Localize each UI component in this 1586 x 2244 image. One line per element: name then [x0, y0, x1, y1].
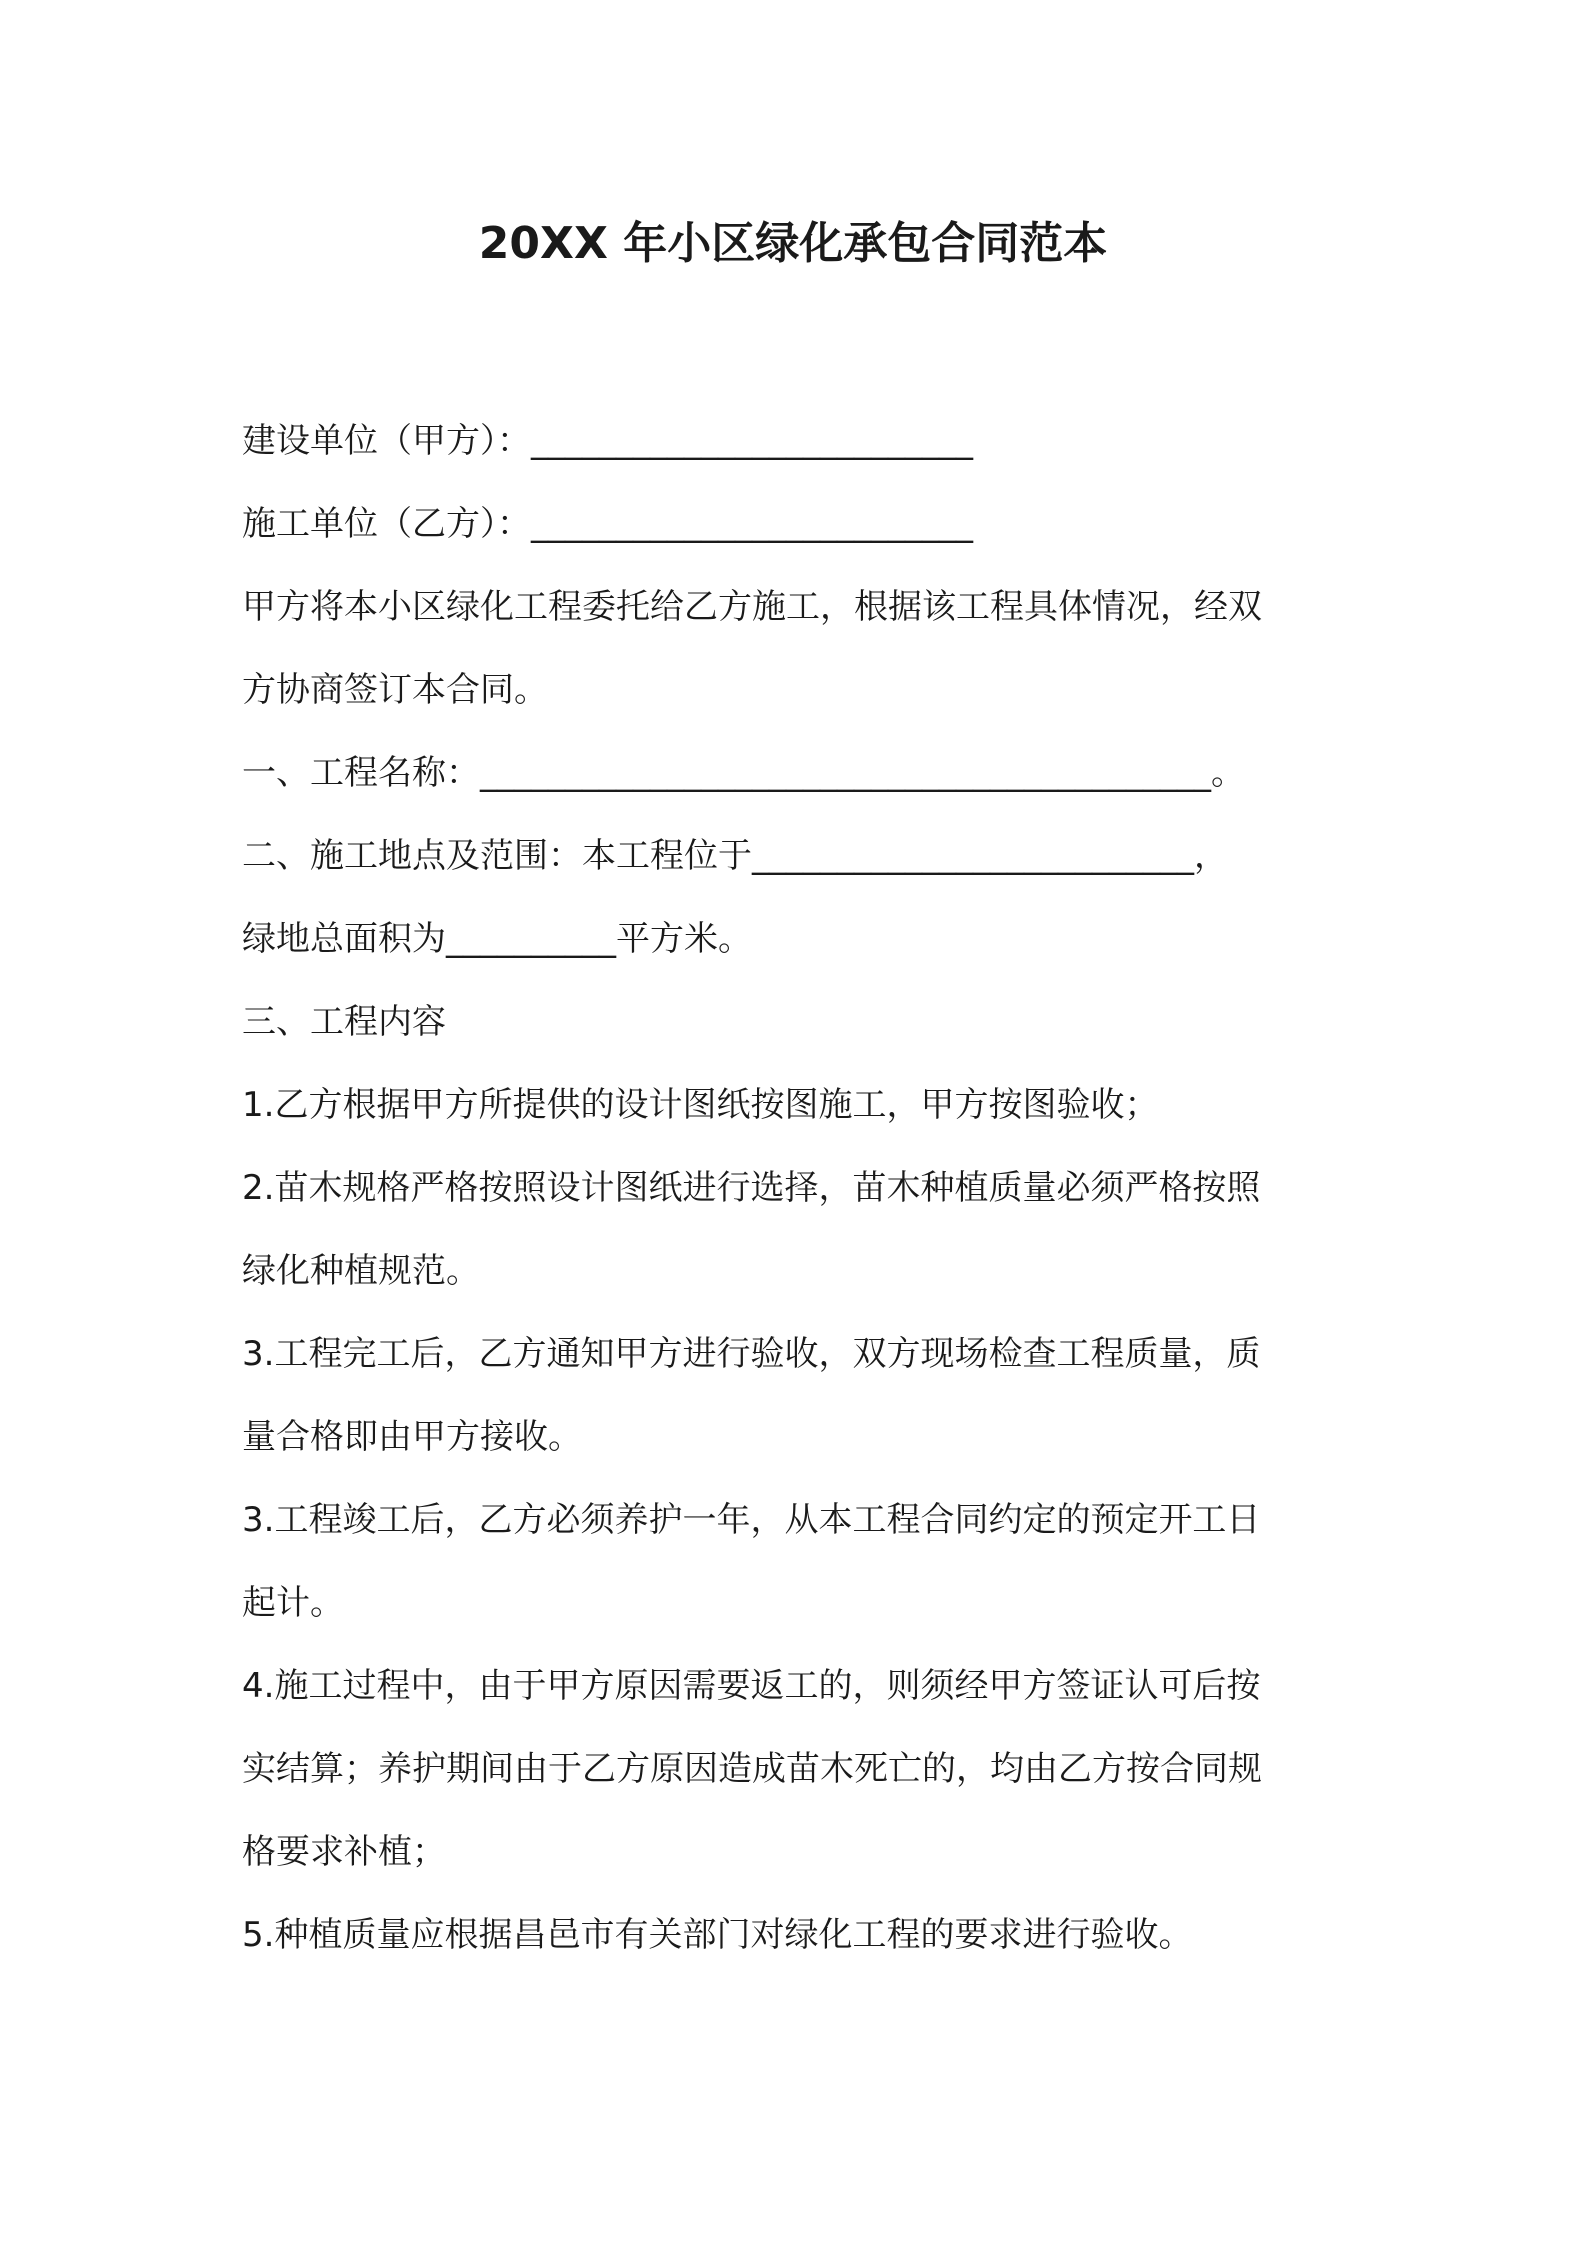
- clause-4-line-3: 格要求补植；: [242, 1832, 446, 1872]
- section-project-name: 一、工程名称：___________________________________________。: [242, 753, 1245, 793]
- clause-3b-line-1: 3.工程竣工后，乙方必须养护一年，从本工程合同约定的预定开工日: [242, 1500, 1261, 1540]
- party-b-line: 施工单位（乙方）：__________________________: [242, 504, 973, 544]
- clause-2-line-1: 2.苗木规格严格按照设计图纸进行选择，苗木种植质量必须严格按照: [242, 1168, 1261, 1208]
- section-content-heading: 三、工程内容: [242, 1002, 446, 1042]
- clause-4-line-1: 4.施工过程中，由于甲方原因需要返工的，则须经甲方签证认可后按: [242, 1666, 1261, 1706]
- clause-3a-line-1: 3.工程完工后，乙方通知甲方进行验收，双方现场检查工程质量，质: [242, 1334, 1261, 1374]
- section-location-line-1: 二、施工地点及范围：本工程位于__________________________，: [242, 836, 1228, 876]
- section-location-line-2: 绿地总面积为__________平方米。: [242, 919, 752, 959]
- clause-5: 5.种植质量应根据昌邑市有关部门对绿化工程的要求进行验收。: [242, 1915, 1193, 1955]
- document-title: 20XX 年小区绿化承包合同范本: [478, 218, 1108, 269]
- party-a-line: 建设单位（甲方）：__________________________: [242, 421, 973, 461]
- intro-line-1: 甲方将本小区绿化工程委托给乙方施工，根据该工程具体情况，经双: [242, 587, 1262, 627]
- clause-3b-line-2: 起计。: [242, 1583, 344, 1623]
- intro-line-2: 方协商签订本合同。: [242, 670, 548, 710]
- clause-1: 1.乙方根据甲方所提供的设计图纸按图施工，甲方按图验收；: [242, 1085, 1159, 1125]
- clause-2-line-2: 绿化种植规范。: [242, 1251, 480, 1291]
- clause-4-line-2: 实结算；养护期间由于乙方原因造成苗木死亡的，均由乙方按合同规: [242, 1749, 1262, 1789]
- document-body: [242, 400, 1362, 1977]
- clause-3a-line-2: 量合格即由甲方接收。: [242, 1417, 582, 1457]
